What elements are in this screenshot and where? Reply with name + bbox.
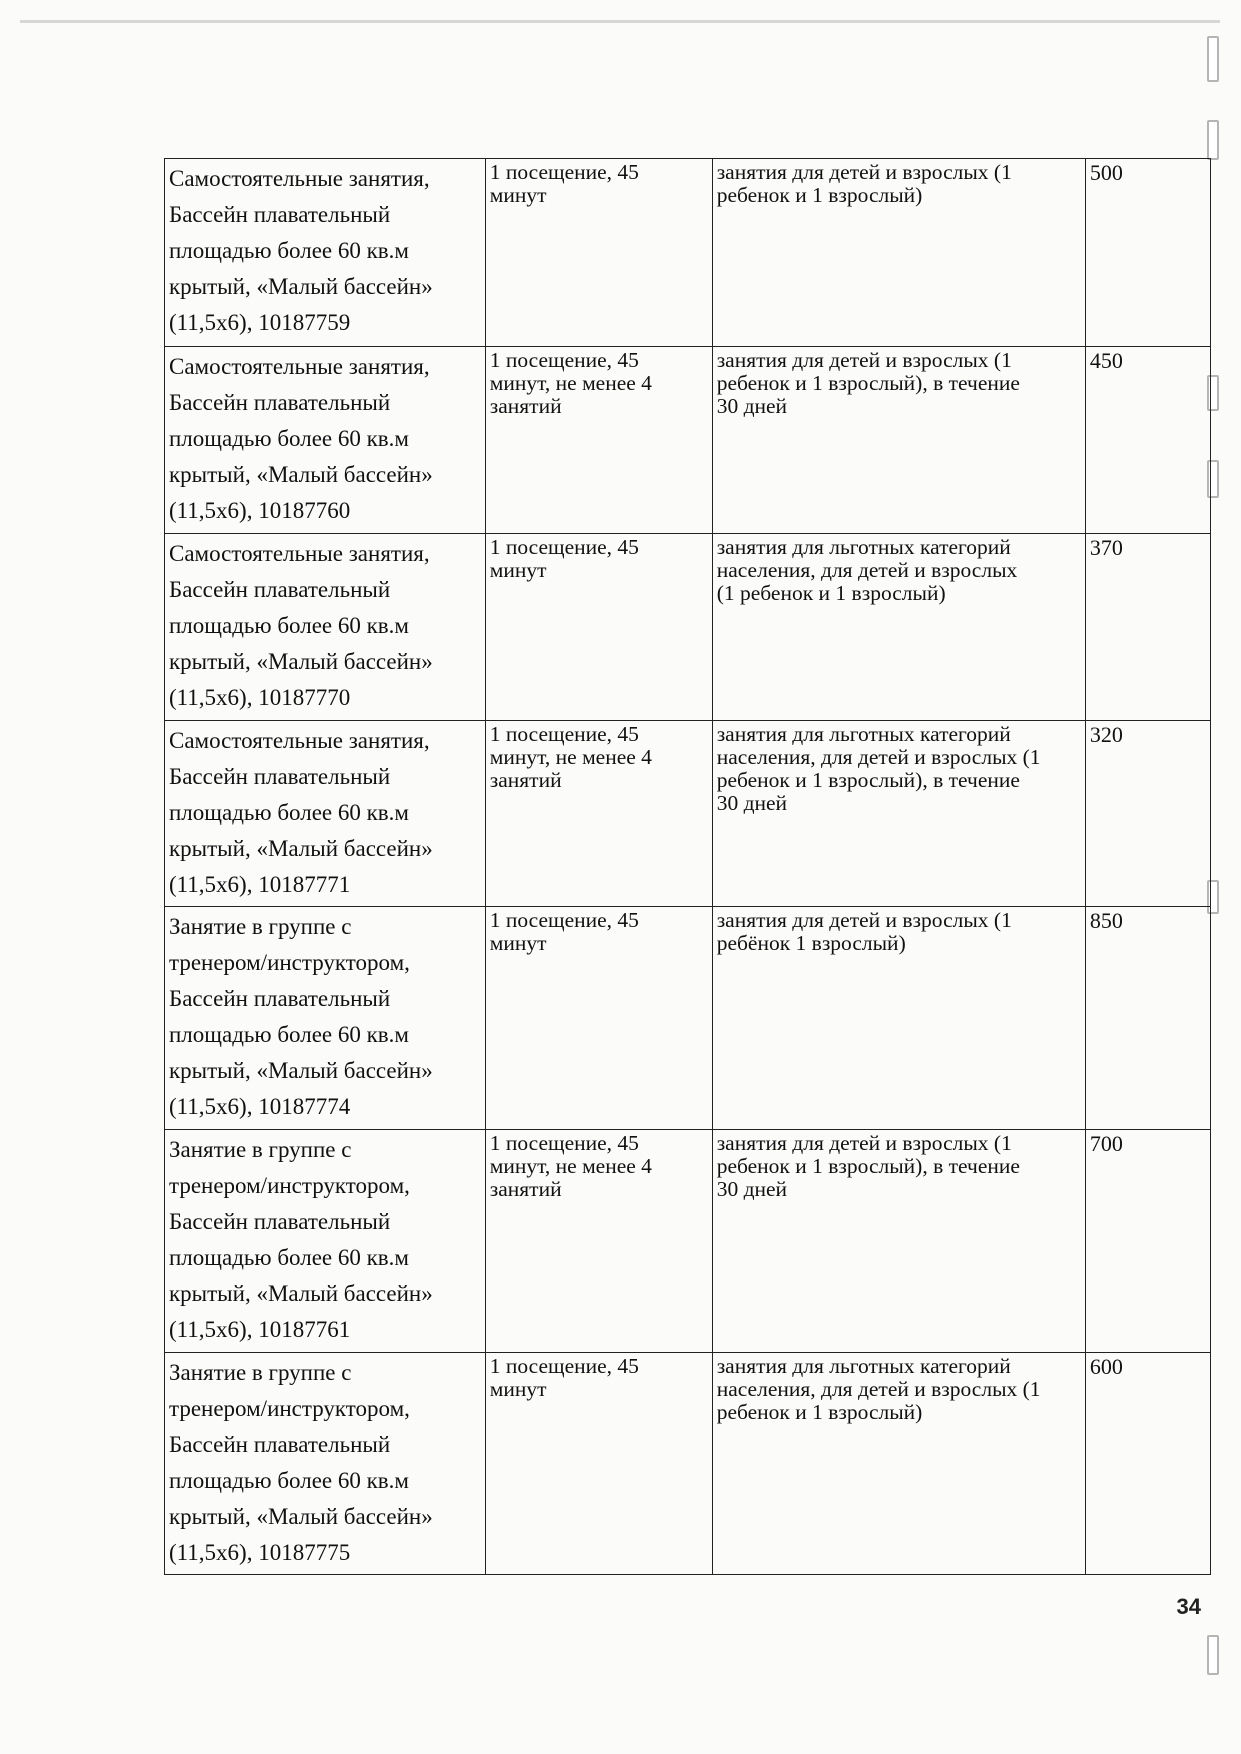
table-row: [165, 1353, 1211, 1575]
table-row: [165, 159, 1211, 347]
service-description: занятия для детей и взрослых (1 ребенок и 1 взрослый), в течение 30 дней: [712, 347, 1085, 534]
service-name: Самостоятельные занятия, Бассейн плавательный площадью более 60 кв.м крытый, «Малый бассейн» (11,5х6), 10187760: [165, 347, 486, 534]
scan-edge-mark: [1207, 120, 1219, 160]
page-number: 34: [1176, 1594, 1201, 1619]
service-price: 450: [1085, 347, 1210, 534]
table-row: [165, 347, 1211, 534]
service-price: 700: [1085, 1130, 1210, 1353]
service-price: 500: [1085, 159, 1210, 347]
visit-terms: 1 посещение, 45 минут, не менее 4 занятий: [485, 721, 712, 907]
service-description: занятия для детей и взрослых (1 ребенок и 1 взрослый): [712, 159, 1085, 347]
service-price: 320: [1085, 721, 1210, 907]
service-name: Самостоятельные занятия, Бассейн плавательный площадью более 60 кв.м крытый, «Малый бассейн» (11,5х6), 10187770: [165, 534, 486, 721]
service-description: занятия для льготных категорий населения, для детей и взрослых (1 ребенок и 1 взрослый), в течение 30 дней: [712, 721, 1085, 907]
visit-terms: 1 посещение, 45 минут: [485, 534, 712, 721]
service-description: занятия для льготных категорий населения, для детей и взрослых (1 ребенок и 1 взрослый): [712, 534, 1085, 721]
visit-terms: 1 посещение, 45 минут: [485, 907, 712, 1130]
price-table: [164, 158, 1211, 1575]
service-description: занятия для детей и взрослых (1 ребенок и 1 взрослый), в течение 30 дней: [712, 1130, 1085, 1353]
visit-terms: 1 посещение, 45 минут, не менее 4 занятий: [485, 1130, 712, 1353]
service-name: Самостоятельные занятия, Бассейн плавательный площадью более 60 кв.м крытый, «Малый бассейн» (11,5х6), 10187771: [165, 721, 486, 907]
service-price: 600: [1085, 1353, 1210, 1575]
visit-terms: 1 посещение, 45 минут: [485, 159, 712, 347]
table-row: [165, 534, 1211, 721]
service-name: Занятие в группе с тренером/инструктором, Бассейн плавательный площадью более 60 кв.м крытый, «Малый бассейн» (11,5х6), 10187774: [165, 907, 486, 1130]
visit-terms: 1 посещение, 45 минут, не менее 4 занятий: [485, 347, 712, 534]
visit-terms: 1 посещение, 45 минут: [485, 1353, 712, 1575]
service-description: занятия для льготных категорий населения, для детей и взрослых (1 ребенок и 1 взрослый): [712, 1353, 1085, 1575]
service-name: Занятие в группе с тренером/инструктором, Бассейн плавательный площадью более 60 кв.м крытый, «Малый бассейн» (11,5х6), 10187761: [165, 1130, 486, 1353]
table-row: [165, 721, 1211, 907]
scan-edge-mark: [1207, 1635, 1219, 1675]
service-name: Занятие в группе с тренером/инструктором, Бассейн плавательный площадью более 60 кв.м крытый, «Малый бассейн» (11,5х6), 10187775: [165, 1353, 486, 1575]
service-price: 850: [1085, 907, 1210, 1130]
scan-edge-mark: [1207, 36, 1219, 82]
table-row: [165, 907, 1211, 1130]
service-price: 370: [1085, 534, 1210, 721]
service-name: Самостоятельные занятия, Бассейн плавательный площадью более 60 кв.м крытый, «Малый бассейн» (11,5х6), 10187759: [165, 159, 486, 347]
table-row: [165, 1130, 1211, 1353]
service-description: занятия для детей и взрослых (1 ребёнок 1 взрослый): [712, 907, 1085, 1130]
scan-top-rule: [20, 20, 1220, 23]
